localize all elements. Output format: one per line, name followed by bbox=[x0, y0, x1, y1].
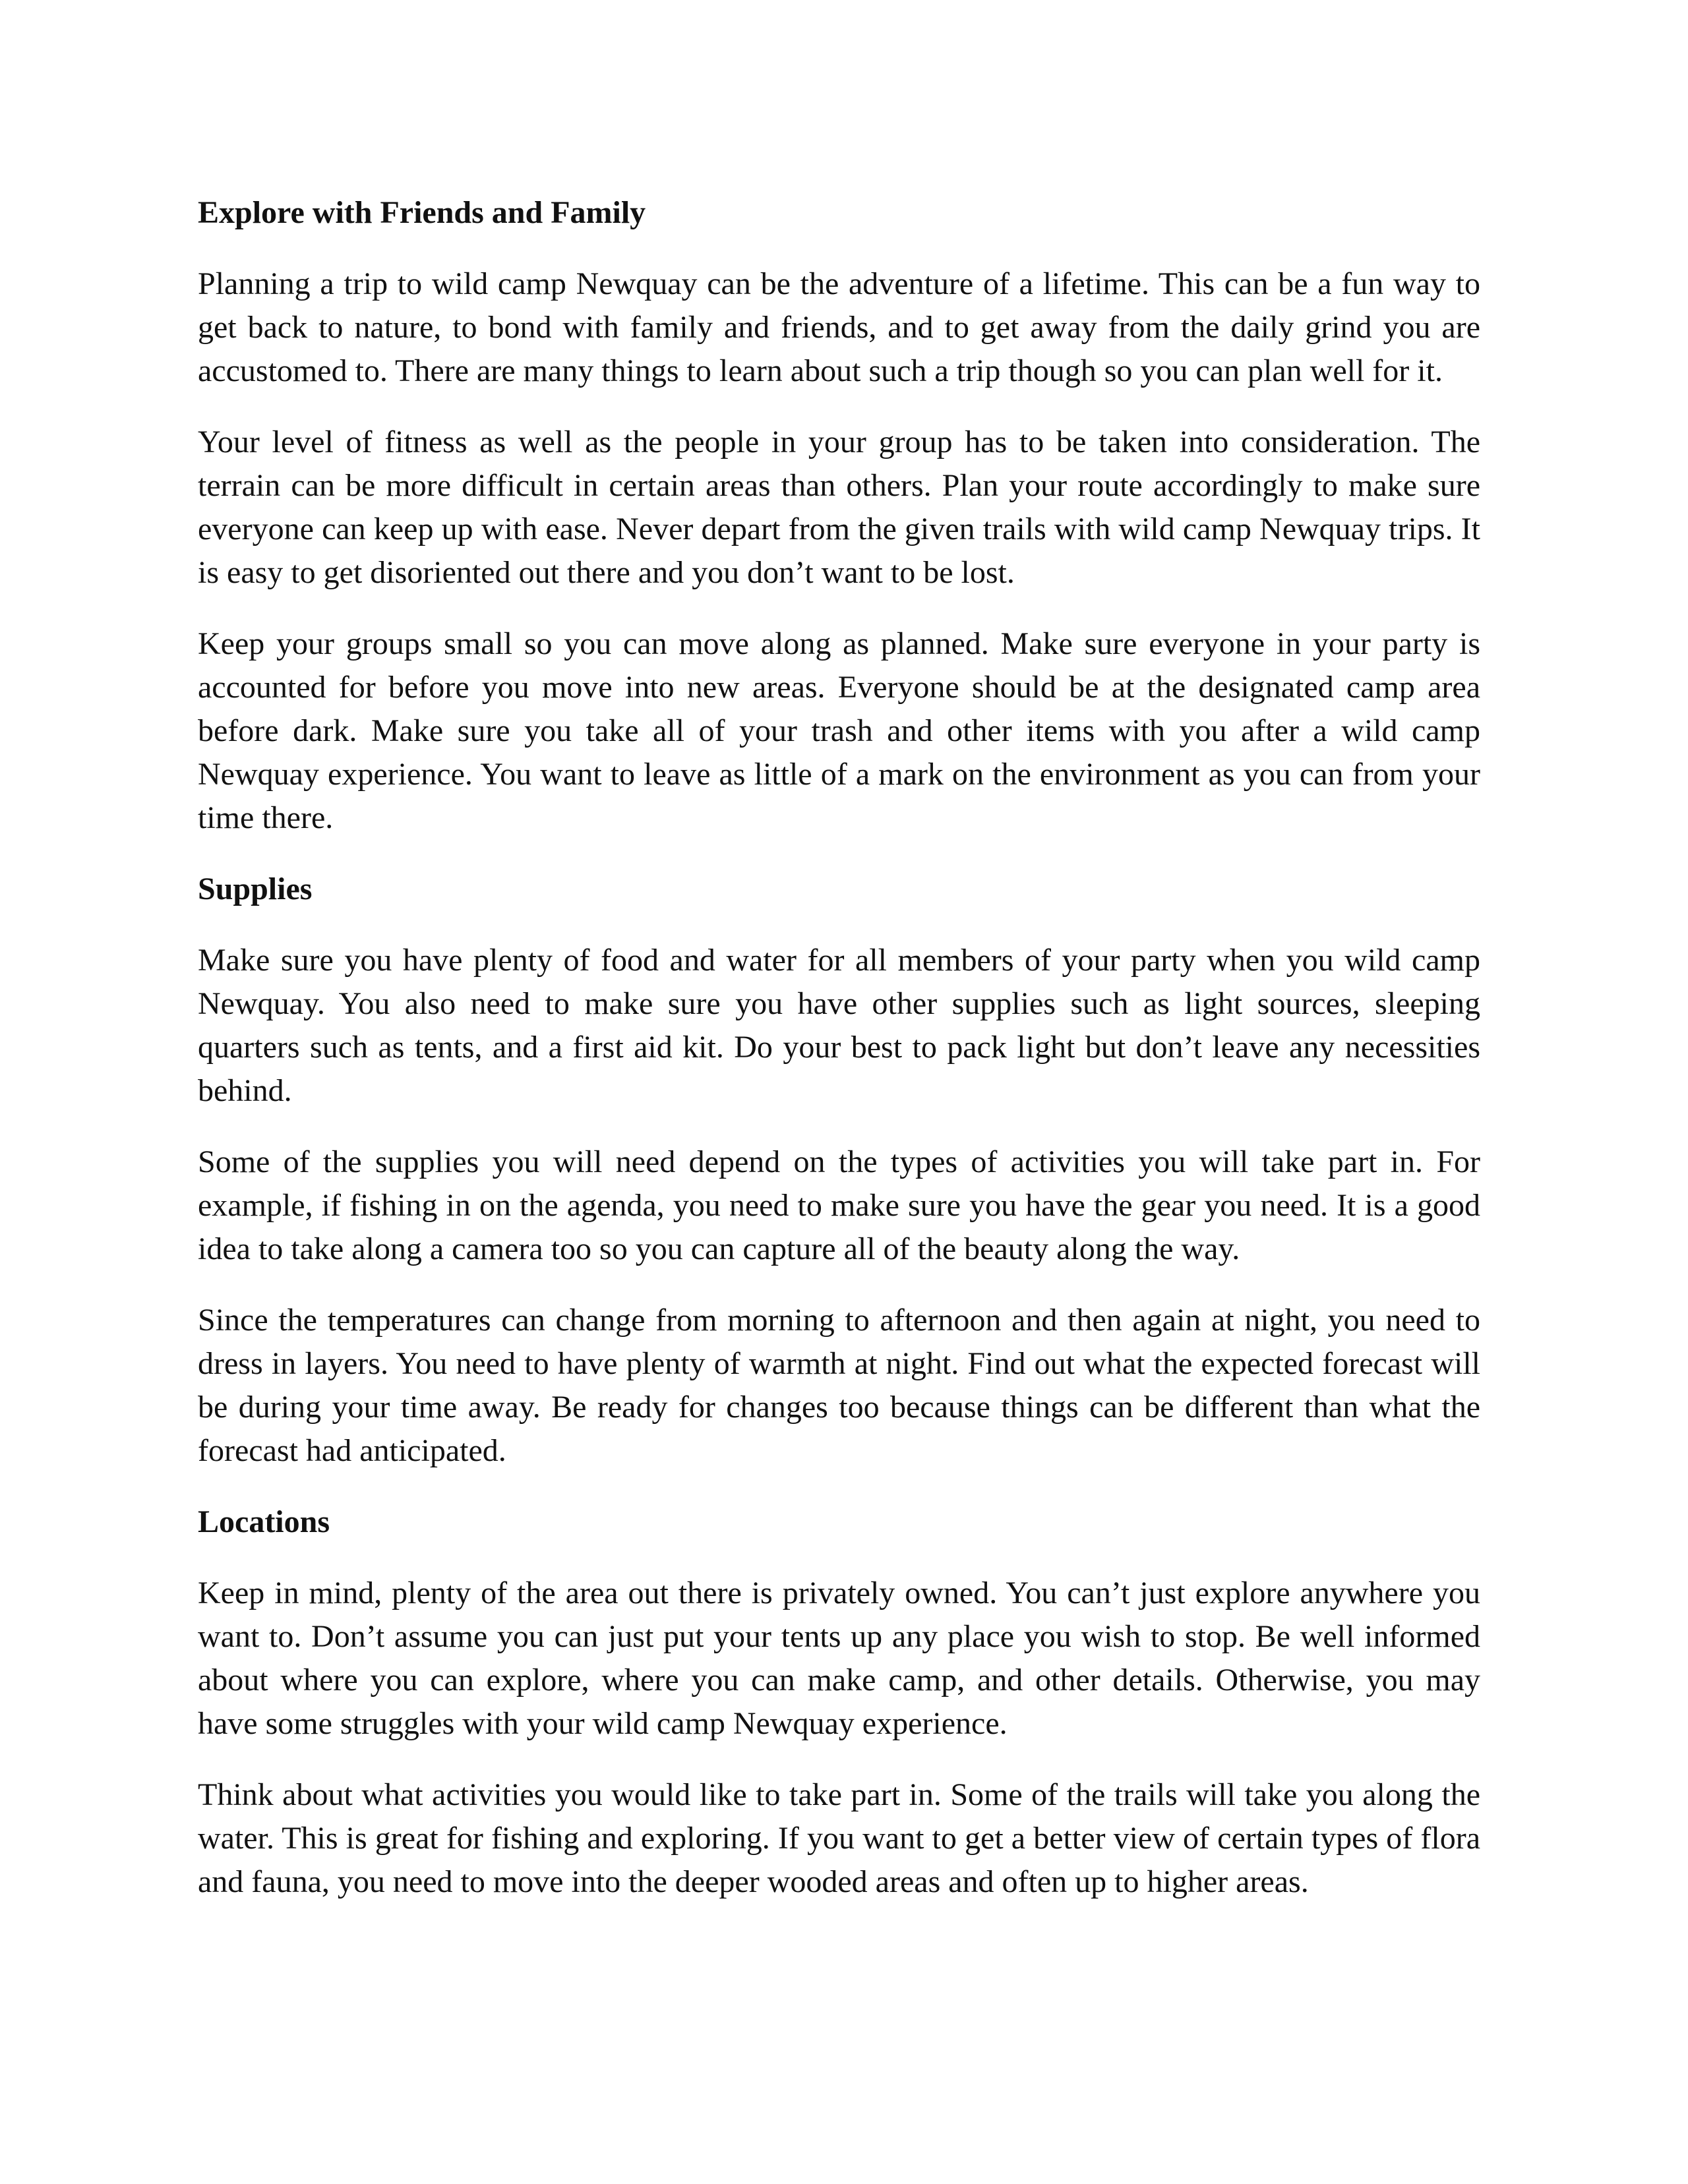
paragraph: Make sure you have plenty of food and water for all members of your party when you wild camp Newquay. You also need to make sure you have other supplies such as light sources, sleeping quarters such as tents, and a first aid kit. Do your best to pack light but don’t leave any necessities behind. bbox=[198, 943, 1480, 1108]
document-body bbox=[198, 191, 1480, 1904]
section-explore bbox=[198, 191, 1480, 840]
paragraph: Keep your groups small so you can move along as planned. Make sure everyone in your party is accounted for before you move into new areas. Everyone should be at the designated camp area before dark. Make sure you take all of your trash and other items with you after a wild camp Newquay experience. You want to leave as little of a mark on the environment as you can from your time there. bbox=[198, 626, 1480, 835]
section-heading: Explore with Friends and Family bbox=[198, 195, 646, 230]
paragraph: Keep in mind, plenty of the area out there is privately owned. You can’t just explore anywhere you want to. Don’t assume you can just put your tents up any place you wish to stop. Be well informed about where you can explore, where you can make camp, and other details. Otherwise, you may have some struggles with your wild camp Newquay experience. bbox=[198, 1576, 1480, 1741]
paragraph: Some of the supplies you will need depend on the types of activities you will take part in. For example, if fishing in on the agenda, you need to make sure you have the gear you need. It is a good idea to take along a camera too so you can capture all of the beauty along the way. bbox=[198, 1144, 1480, 1266]
paragraph: Planning a trip to wild camp Newquay can be the adventure of a lifetime. This can be a fun way to get back to nature, to bond with family and friends, and to get away from the daily grind you are accustomed to. There are many things to learn about such a trip though so you can plan well for it. bbox=[198, 266, 1480, 388]
section-supplies bbox=[198, 868, 1480, 1473]
paragraph: Think about what activities you would like to take part in. Some of the trails will take you along the water. This is great for fishing and exploring. If you want to get a better view of certain types of flora and fauna, you need to move into the deeper wooded areas and often up to higher areas. bbox=[198, 1777, 1480, 1899]
section-heading: Locations bbox=[198, 1504, 330, 1539]
section-locations bbox=[198, 1500, 1480, 1904]
paragraph: Since the temperatures can change from morning to afternoon and then again at night, you need to dress in layers. You need to have plenty of warmth at night. Find out what the expected forecast will be during your time away. Be ready for changes too because things can be different than what the forecast had anticipated. bbox=[198, 1303, 1480, 1468]
paragraph: Your level of fitness as well as the people in your group has to be taken into consideration. The terrain can be more difficult in certain areas than others. Plan your route accordingly to make sure everyone can keep up with ease. Never depart from the given trails with wild camp Newquay trips. It is easy to get disoriented out there and you don’t want to be lost. bbox=[198, 425, 1480, 590]
section-heading: Supplies bbox=[198, 871, 313, 906]
